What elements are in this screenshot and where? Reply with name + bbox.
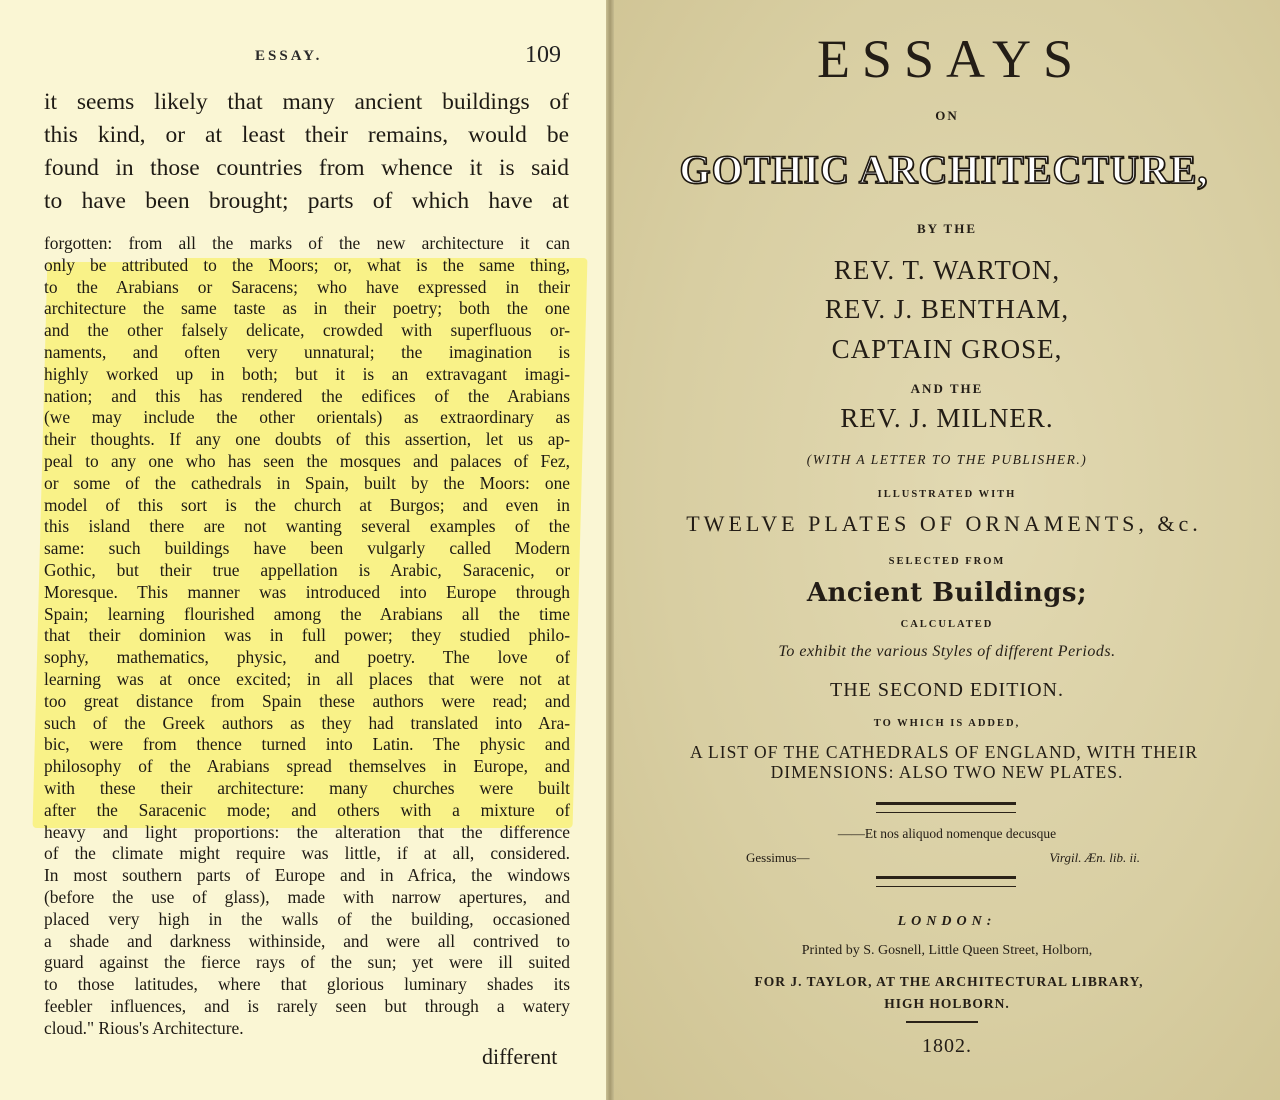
body-line: found in those countries from whence it is said xyxy=(44,155,569,181)
author-milner: REV. J. MILNER. xyxy=(840,403,1054,433)
quote-line: bic, were from thence turned into Latin. The physic and xyxy=(44,734,570,755)
quote-line: their thoughts. If any one doubts of this assertion, let us ap- xyxy=(44,429,570,450)
quote-line: too great distance from Spain these authors were read; and xyxy=(44,690,570,711)
quoted-passage xyxy=(44,233,570,1039)
quote-line: after the Saracenic mode; and others with a mixture of xyxy=(44,799,570,820)
catchword: different xyxy=(482,1044,558,1069)
motto-left: Gessimus— xyxy=(746,850,810,865)
quote-line: Gothic, but their true appellation is Arabic, Saracenic, or xyxy=(44,559,570,580)
quote-line: same: such buildings have been vulgarly called Modern xyxy=(44,538,570,559)
quote-line: to those latitudes, where that glorious luminary shades its xyxy=(44,974,570,995)
list-line-1: A LIST OF THE CATHEDRALS OF ENGLAND, WITH THEIR xyxy=(690,742,1198,762)
quote-line: this island there are not wanting several examples of the xyxy=(44,516,570,537)
quote-line: to the Arabians or Saracens; who have expressed in their xyxy=(44,276,570,297)
quote-line: (we may include the other orientals) as extraordinary as xyxy=(44,407,570,428)
quote-line: placed very high in the walls of the building, occasioned xyxy=(44,908,570,929)
quote-line: a shade and darkness withinside, and were all contrived to xyxy=(44,930,570,951)
to-which-added: TO WHICH IS ADDED, xyxy=(873,718,1021,729)
body-line: to have been brought; parts of which have at xyxy=(44,188,569,214)
calculated: CALCULATED xyxy=(900,619,994,630)
imprint-place: LONDON: xyxy=(897,914,997,929)
ancient-buildings: Ancient Buildings; xyxy=(806,578,1088,608)
quote-line: feebler influences, and is rarely seen but through a watery xyxy=(44,995,570,1016)
edition: THE SECOND EDITION. xyxy=(830,679,1064,701)
quote-line: guard against the fierce rays of the sun; yet were ill suited xyxy=(44,952,570,973)
and-the: AND THE xyxy=(910,381,984,396)
quote-line: (before the use of glass), made with narrow apertures, and xyxy=(44,886,570,907)
quote-line: cloud." Rious's Architecture. xyxy=(44,1017,244,1038)
quote-line: such of the Greek authors as they had translated into Ara- xyxy=(44,712,570,733)
illustrated-with: ILLUSTRATED WITH xyxy=(877,489,1017,500)
running-head xyxy=(0,44,608,74)
quote-line: and the other falsely delicate, crowded with superfluous or- xyxy=(44,320,570,341)
body-text xyxy=(44,86,569,218)
imprint-year: 1802. xyxy=(922,1035,972,1057)
quote-line: nation; and this has rendered the edifices of the Arabians xyxy=(44,385,570,406)
author-warton: REV. T. WARTON, xyxy=(833,255,1061,285)
quote-line: that their dominion was in full power; they studied philo- xyxy=(44,625,570,646)
quote-line: highly worked up in both; but it is an extravagant imagi- xyxy=(44,363,570,384)
quote-line: In most southern parts of Europe and in Africa, the windows xyxy=(44,865,570,886)
title: ESSAYS xyxy=(816,29,1086,89)
quote-line: philosophy of the Arabians spread themselves in Europe, and xyxy=(44,756,570,777)
body-line: this kind, or at least their remains, would be xyxy=(44,122,569,148)
left-page xyxy=(0,0,608,1100)
list-line-2: DIMENSIONS: ALSO TWO NEW PLATES. xyxy=(770,762,1124,782)
quote-line: of the climate might require was little, if at all, considered. xyxy=(44,843,570,864)
quote-line: architecture the same taste as in their poetry; both the one xyxy=(44,298,570,319)
quote-line: or some of the cathedrals in Spain, built by the Moors: one xyxy=(44,472,570,493)
exhibit-line: To exhibit the various Styles of different Periods. xyxy=(778,643,1116,660)
quote-line: forgotten: from all the marks of the new architecture it can xyxy=(44,233,570,253)
quote-line: sophy, mathematics, physic, and poetry. The love of xyxy=(44,647,570,668)
double-rule xyxy=(876,876,1016,887)
quote-line: learning was at once excited; in all places that were not at xyxy=(44,668,570,689)
title-on: ON xyxy=(935,108,959,123)
publisher-address: HIGH HOLBORN. xyxy=(884,996,1010,1011)
running-head-title: ESSAY. xyxy=(255,48,323,64)
quote-line: peal to any one who has seen the mosques and palaces of Fez, xyxy=(44,450,570,471)
motto-line: ——Et nos aliquod nomenque decusque xyxy=(837,826,1057,841)
double-rule xyxy=(876,802,1016,813)
quote-line: Moresque. This manner was introduced into Europe through xyxy=(44,581,570,602)
title-page xyxy=(614,0,1280,1100)
quote-line: heavy and light proportions: the alteration that the difference xyxy=(44,821,570,842)
selected-from: SELECTED FROM xyxy=(888,556,1006,567)
plates-line: TWELVE PLATES OF ORNAMENTS, &c. xyxy=(686,511,1202,536)
subject-title: GOTHIC ARCHITECTURE, xyxy=(679,147,1209,192)
short-rule xyxy=(906,1021,978,1023)
author-grose: CAPTAIN GROSE, xyxy=(831,334,1063,364)
author-bentham: REV. J. BENTHAM, xyxy=(824,294,1070,324)
letter-note: (WITH A LETTER TO THE PUBLISHER.) xyxy=(806,452,1088,467)
body-line: it seems likely that many ancient buildings of xyxy=(44,89,569,115)
quote-line: only be attributed to the Moors; or, what is the same thing, xyxy=(44,254,570,275)
publisher-line: FOR J. TAYLOR, AT THE ARCHITECTURAL LIBRARY, xyxy=(754,974,1144,989)
by-the: BY THE xyxy=(916,221,978,236)
printer-line: Printed by S. Gosnell, Little Queen Street, Holborn, xyxy=(801,943,1093,958)
quote-line: with these their architecture: many churches were built xyxy=(44,777,570,798)
quote-line: naments, and often very unnatural; the imagination is xyxy=(44,341,570,362)
quote-line: Spain; learning flourished among the Arabians all the time xyxy=(44,603,570,624)
quote-line: model of this sort is the church at Burgos; and even in xyxy=(44,494,570,515)
page-number: 109 xyxy=(525,42,561,68)
motto-source: Virgil. Æn. lib. ii. xyxy=(1049,850,1140,865)
